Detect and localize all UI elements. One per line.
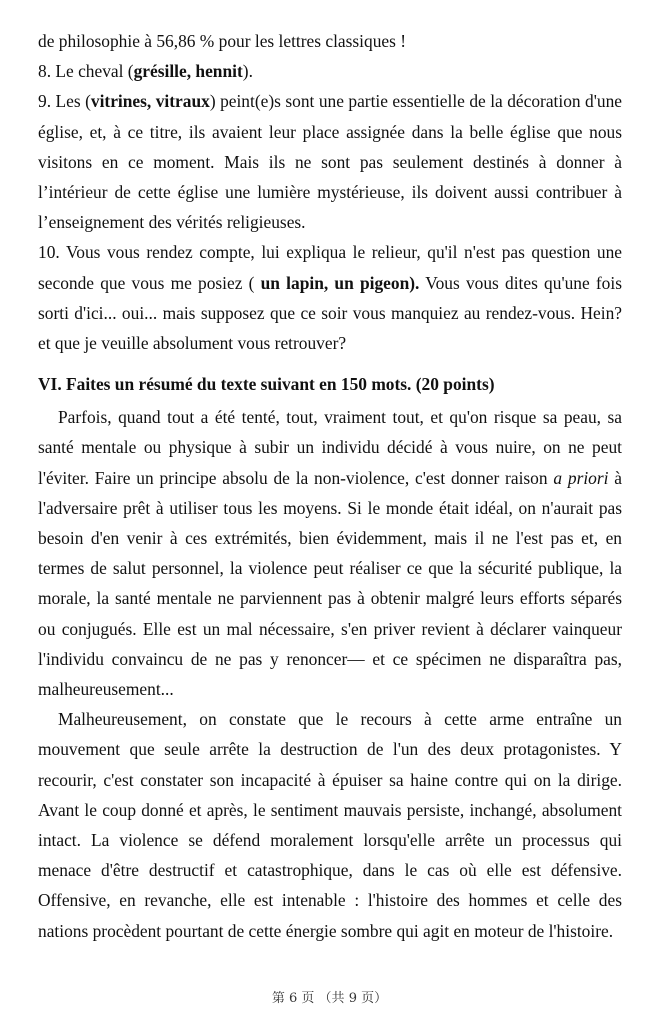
section-vi-heading: VI. Faites un résumé du texte suivant en 150 mots. (20 points)	[38, 374, 495, 395]
paragraph-1-part-2: à l'adversaire prêt à utiliser tous les moyens. Si le monde était idéal, on n'aurait pas besoin d'en venir à ces extrémités, bien évidemment, mais il ne l'est pas et, en termes de salut personnel, la violence peut réaliser ce que la sécurité publique, la morale, la santé mentale ne parviennent pas à obtenir malgré leurs efforts séparés ou conjugués. Elle est un mal nécessaire, s'en priver revient à déclarer vainqueur l'individu convaincu de ne pas y renoncer— et ce spécimen ne disparaîtra pas, malheureusement...	[38, 467, 622, 700]
item-9-choices: vitrines, vitraux	[90, 91, 210, 112]
item-9-prefix: 9. Les (	[38, 91, 91, 112]
item-8-prefix: 8. Le cheval (	[38, 61, 134, 82]
item-10-prefix: 10. Vous vous rendez compte, lui expliqua le relieur, qu'il n'est pas question une seconde que vous me posiez (	[38, 242, 622, 293]
page-number-footer: 第 6 页 （共 9 页）	[271, 991, 388, 1006]
item-8-choices: grésille, hennit	[133, 61, 243, 82]
paragraph-1-part-1: Parfois, quand tout a été tenté, tout, vraiment tout, et qu'on risque sa peau, sa santé mentale ou physique à subir un individu décidé à vous nuire, on ne peut l'éviter. Faire un principe absolu de la non-violence, c'est donner raison	[38, 407, 622, 488]
item-9	[38, 86, 622, 237]
item-8-suffix: ).	[242, 61, 253, 82]
item-10	[38, 237, 622, 358]
paragraph-1-italic-term: a priori	[553, 467, 609, 488]
item-10-suffix: Vous vous dites qu'une fois sorti d'ici... oui... mais supposez que ce soir vous manquiez au rendez-vous. Hein? et que je veuille absolument vous retrouver?	[38, 272, 622, 354]
exercise-v-continuation	[38, 26, 622, 358]
item-9-suffix: ) peint(e)s sont une partie essentielle de la décoration d'une église, et, à ce titre, ils avaient leur place assignée dans la belle église que nous visitons en ce moment. Mais ils ne sont pas seulement destinés à donner à l’intérieur de cette église une lumière mystérieuse, ils doivent aussi contribuer à l’enseignement des vérités religieuses.	[38, 91, 622, 233]
source-paragraph-2: Malheureusement, on constate que le recours à cette arme entraîne un mouvement que seule arrête la destruction de l'un des deux protagonistes. Y recourir, c'est constater son incapacité à épuiser sa haine contre qui on la dirige. Avant le coup donné et après, le sentiment mauvais persiste, inchangé, absolument intact. La violence se défend moralement lorsqu'elle arrête un processus qui menace d'être destructif et catastrophique, dans le cas où elle est défensive. Offensive, en revanche, elle est intenable : l'histoire des hommes et celle des nations procèdent pourtant de cette énergie sombre qui agit en moteur de l'histoire.	[38, 709, 622, 941]
item-8	[38, 56, 622, 86]
source-paragraph-1	[38, 402, 622, 704]
summary-source-text	[38, 402, 622, 946]
item-10-choices: un lapin, un pigeon).	[260, 272, 420, 293]
document-page	[38, 26, 622, 946]
item-7-tail: de philosophie à 56,86 % pour les lettres classiques !	[38, 31, 407, 51]
